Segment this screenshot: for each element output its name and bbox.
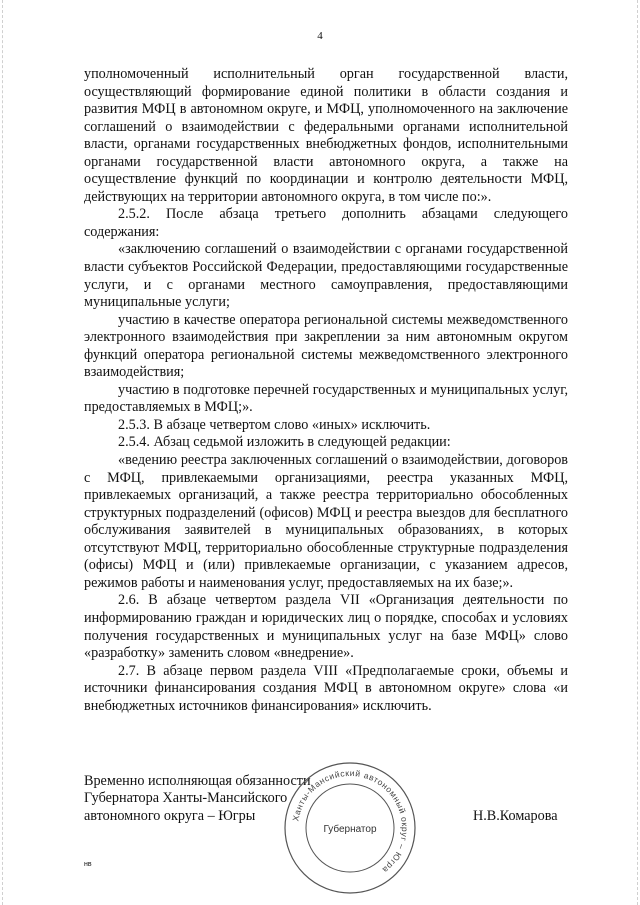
paragraph: 2.6. В абзаце четвертом раздела VII «Организация деятельности по информированию граждан и юридических лиц о порядке, способах и условиях получения государственных и муниципальных услуг на базе МФЦ» слово «разработку» заменить словом «внедрение». <box>84 592 568 662</box>
paragraph: 2.5.3. В абзаце четвертом слово «иных» исключить. <box>118 416 431 433</box>
paragraph: участию в качестве оператора региональной системы межведомственного электронного взаимодействия при закреплении за ним автономным округом функций оператора региональной системы межведомственного электронного взаимодействия; <box>84 311 568 381</box>
paragraph: уполномоченный исполнительный орган государственной власти, осуществляющий формирование единой политики в области создания и развития МФЦ в автономном округе, и МФЦ, уполномоченного на заключение соглашений о взаимодействии с федеральными органами исполнительной власти, органами государственных внебюджетных фондов, исполнительными органами государственной власти автономного округа, а также на осуществление функций по координации и контролю деятельности МФЦ, действующих на территории автономного округа, в том числе по:». <box>84 66 568 205</box>
signatory-title-line-3: автономного округа – Югры <box>84 807 256 824</box>
paragraph: 2.5.2. После абзаца третьего дополнить абзацами следующего содержания: <box>84 206 568 240</box>
seal-ring-text: Ханты-Мансийский автономный округ – Югра <box>290 767 411 876</box>
paragraph: «заключению соглашений о взаимодействии с органами государственной власти субъектов Российской Федерации, предоставляющими государственные услуги, и с органами местного самоуправления, предоставляющими муниципальные услуги; <box>84 241 568 311</box>
paragraph: 2.7. В абзаце первом раздела VIII «Предполагаемые сроки, объемы и источники финансирования создания МФЦ в автономном округе» слова «и внебюджетных источников финансирования» исключить. <box>84 662 568 714</box>
paragraph: «ведению реестра заключенных соглашений о взаимодействии, договоров с МФЦ, привлекаемыми организациями, реестра указанных МФЦ, привлекаемых организаций, а также реестра территориально обособленных структурных подразделений (офисов) МФЦ и реестра выездов для бесплатного обслуживания заявителей в муниципальных образованиях, в которых отсутствуют МФЦ, территориально обособленные структурные подразделения (офисы) МФЦ и (или) привлекаемые организации, с указанием адресов, режимов работы и наименования услуг, предоставляемых на их базе;». <box>84 452 568 591</box>
signatory-title-line-2: Губернатора Ханты-Мансийского <box>84 790 288 807</box>
signature-block <box>84 773 311 825</box>
scan-edge-left <box>2 0 4 905</box>
document-body <box>84 66 568 715</box>
paragraph: 2.5.4. Абзац седьмой изложить в следующей редакции: <box>118 434 451 451</box>
executor-initials: нв <box>84 861 92 868</box>
official-seal <box>282 760 418 896</box>
scan-edge-right <box>636 0 638 905</box>
seal-center-text: Губернатор <box>323 824 377 835</box>
page-number: 4 <box>317 30 323 42</box>
signatory-name: Н.В.Комарова <box>473 808 558 824</box>
paragraph: участию в подготовке перечней государственных и муниципальных услуг, предоставляемых в МФЦ;». <box>84 381 568 416</box>
signatory-title-line-1: Временно исполняющая обязанности <box>84 773 311 789</box>
